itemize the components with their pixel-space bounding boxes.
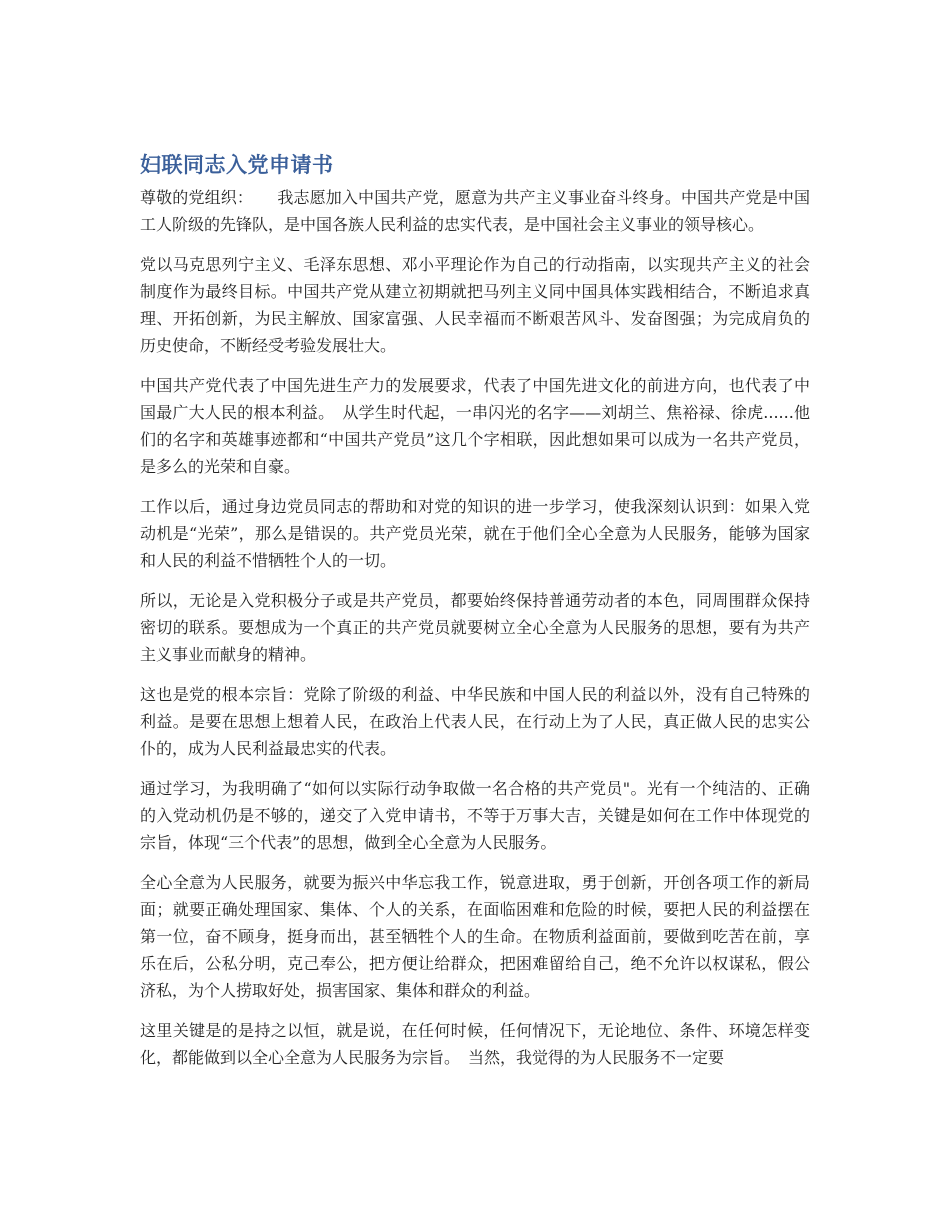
paragraph-3: 中国共产党代表了中国先进生产力的发展要求，代表了中国先进文化的前进方向，也代表了中国最广大人民的根本利益。 从学生时代起，一串闪光的名字——刘胡兰、焦裕禄、徐虎......他们的名字和英雄事迹都和“中国共产党员”这几个字相联，因此想如果可以成为一名共产党员，是多么的光荣和自豪。 [140, 376, 810, 476]
document-title: 妇联同志入党申请书 [140, 153, 334, 177]
document-page [140, 150, 810, 1084]
paragraph-1: 尊敬的党组织： 我志愿加入中国共产党，愿意为共产主义事业奋斗终身。中国共产党是中国工人阶级的先锋队，是中国各族人民利益的忠实代表，是中国社会主义事业的领导核心。 [140, 188, 810, 234]
paragraph-8: 全心全意为人民服务，就要为振兴中华忘我工作，锐意进取，勇于创新，开创各项工作的新局面；就要正确处理国家、集体、个人的关系，在面临困难和危险的时候，要把人民的利益摆在第一位，奋不顾身，挺身而出，甚至牺牲个人的生命。在物质利益面前，要做到吃苦在前，享乐在后，公私分明，克己奉公，把方便让给群众，把困难留给自己，绝不允许以权谋私，假公济私，为个人捞取好处，损害国家、集体和群众的利益。 [140, 873, 810, 1000]
paragraph-5: 所以，无论是入党积极分子或是共产党员，都要始终保持普通劳动者的本色，同周围群众保持密切的联系。要想成为一个真正的共产党员就要树立全心全意为人民服务的思想，要有为共产主义事业而献身的精神。 [140, 591, 810, 664]
paragraph-2: 党以马克思列宁主义、毛泽东思想、邓小平理论作为自己的行动指南，以实现共产主义的社会制度作为最终目标。中国共产党从建立初期就把马列主义同中国具体实践相结合，不断追求真理、开拓创新，为民主解放、国家富强、人民幸福而不断艰苦风斗、发奋图强；为完成肩负的历史使命，不断经受考验发展壮大。 [140, 255, 810, 355]
paragraph-6: 这也是党的根本宗旨：党除了阶级的利益、中华民族和中国人民的利益以外，没有自己特殊的利益。是要在思想上想着人民，在政治上代表人民，在行动上为了人民，真正做人民的忠实公仆的，成为人民利益最忠实的代表。 [140, 685, 810, 758]
paragraph-9: 这里关键是的是持之以恒，就是说，在任何时候，任何情况下，无论地位、条件、环境怎样变化，都能做到以全心全意为人民服务为宗旨。 当然，我觉得的为人民服务不一定要 [140, 1021, 810, 1067]
paragraph-4: 工作以后，通过身边党员同志的帮助和对党的知识的进一步学习，使我深刻认识到：如果入党动机是“光荣”，那么是错误的。共产党员光荣，就在于他们全心全意为人民服务，能够为国家和人民的利益不惜牺牲个人的一切。 [140, 497, 810, 570]
paragraph-7: 通过学习，为我明确了“如何以实际行动争取做一名合格的共产党员"。光有一个纯洁的、正确的入党动机仍是不够的，递交了入党申请书，不等于万事大吉，关键是如何在工作中体现党的宗旨，体现“三个代表”的思想，做到全心全意为人民服务。 [140, 779, 810, 852]
